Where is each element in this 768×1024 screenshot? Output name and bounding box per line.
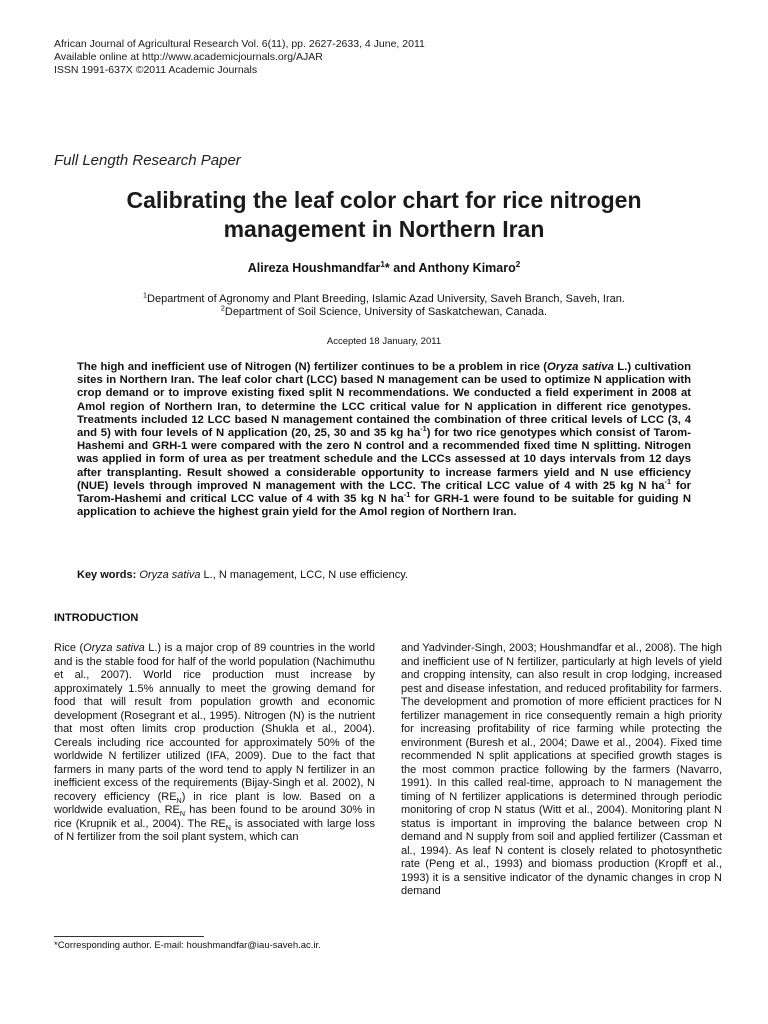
- section-heading-introduction: INTRODUCTION: [54, 612, 139, 624]
- affiliations: [54, 293, 714, 319]
- title-line-2: management in Northern Iran: [223, 216, 545, 242]
- intro-column-left: Rice (Oryza sativa L.) is a major crop of 89 countries in the world and is the stable food for half of the world population (Nachimuthu et al., 2007). World rice production must increase by approximately 1.5% annually to meet the growing demand for food that will result from population growth and economic development (Rosegrant et al., 1995). Nitrogen (N) is the nutrient that most often limits crop production (Shukla et al., 2004). Cereals including rice accounted for approximately 50% of the worldwide N fertilizer utilized (IFA, 2009). Due to the fact that farmers in many parts of the word tend to apply N fertilizer in an inefficient excess of the requirements (Bijay-Singh et al. 2002), N recovery efficiency $(RE_N)$ in rice plant is low. Based on a worldwide evaluation, $RE_N$ has been found to be around 30% in rice (Krupnik et al., 2004). The $RE_N$ is associated with large loss of N fertilizer from the soil plant system, which can: [54, 642, 375, 843]
- paper-title: [54, 186, 714, 244]
- authors-and: and: [389, 261, 419, 275]
- author-2: Anthony Kimaro: [418, 261, 516, 275]
- author-1: Alireza Houshmandfar: [247, 261, 381, 275]
- authors: [54, 261, 714, 275]
- author-1-affil: 1: [380, 259, 385, 269]
- journal-issn: ISSN 1991-637X ©2011 Academic Journals: [54, 64, 258, 76]
- footnote-divider: [54, 936, 204, 937]
- keywords-label: Key words:: [77, 569, 137, 581]
- journal-url: Available online at http://www.academicjournals.org/AJAR: [54, 51, 323, 63]
- intro-column-right: and Yadvinder-Singh, 2003; Houshmandfar et al., 2008). The high and inefficient use of N fertilizer, particularly at high levels of yield and cropping intensity, can also result in crop lodging, increased pest and disease infestation, and reduced profitability for farmers. The development and promotion of more efficient practices for N fertilizer management in rice consequently remain a high priority for increasing profitability of rice farming while protecting the environment (Buresh et al., 2004; Dawe et al., 2004). Fixed time recommended N split applications at specified growth stages is the most common practice following by the farmers (Navarro, 1991). In this called real-time, approach to N management the timing of N fertilizer applications is determined through periodic monitoring of crop N status (Witt et al., 2004). Monitoring plant N status is important in improving the balance between crop N demand and N supply from soil and applied fertilizer (Cassman et al., 1994). As leaf N content is closely related to photosynthetic rate (Peng et al., 1993) and biomass production (Kropff et al., 1993) it is a sensitive indicator of the dynamic changes in crop N demand: [401, 642, 722, 897]
- affiliation-2: $^2$Department of Soil Science, University of Saskatchewan, Canada.: [220, 304, 548, 318]
- paper-type: Full Length Research Paper: [54, 152, 241, 169]
- abstract: The high and inefficient use of Nitrogen (N) fertilizer continues to be a problem in rice (Oryza sativa L.) cultivation sites in Northern Iran. The leaf color chart (LCC) based N management can be used to optimize N application with crop demand or to improve existing fixed split N recommendations. We conducted a field experiment in 2008 at Amol region of Northern Iran, to determine the LCC critical value for N application in different rice genotypes. Treatments included 12 LCC based N management contained the combination of three critical levels of LCC (3, 4 and 5) with four levels of N application (20, 25, 30 and 35 kg $ha^{-1}$) for two rice genotypes which consist of Tarom-Hashemi and GRH-1 were compared with the zero N control and a recommended fixed time N splitting. Nitrogen was applied in form of urea as per treatment schedule and the LCCs assessed at 10 days intervals from 12 days after transplanting. Result showed a considerable opportunity to increase farmers yield and N use efficiency (NUE) levels through improved N management with the LCC. The critical LCC value of 4 with 25 kg N $ha^{-1}$ for Tarom-Hashemi and critical LCC value of 4 with 35 kg N $ha^{-1}$ for GRH-1 were found to be suitable for guiding N application to achieve the highest grain yield for the Amol region of Northern Iran.: [77, 361, 691, 519]
- corresponding-mark: *: [384, 261, 390, 275]
- journal-citation: African Journal of Agricultural Research Vol. 6(11), pp. 2627-2633, 4 June, 2011: [54, 38, 425, 50]
- species-name: Oryza sativa: [547, 361, 614, 373]
- corresponding-author-footnote: *Corresponding author. E-mail: houshmandfar@iau-saveh.ac.ir.: [54, 940, 321, 951]
- keywords: Key words: Oryza sativa L., N management, LCC, N use efficiency.: [77, 569, 408, 581]
- accepted-date: Accepted 18 January, 2011: [326, 336, 442, 347]
- author-2-affil: 2: [515, 259, 521, 269]
- affiliation-1: $^1$Department of Agronomy and Plant Breeding, Islamic Azad University, Saveh Branch, Saveh, Iran.: [143, 291, 625, 305]
- title-line-1: Calibrating the leaf color chart for rice nitrogen: [126, 187, 642, 213]
- journal-info: [54, 38, 425, 77]
